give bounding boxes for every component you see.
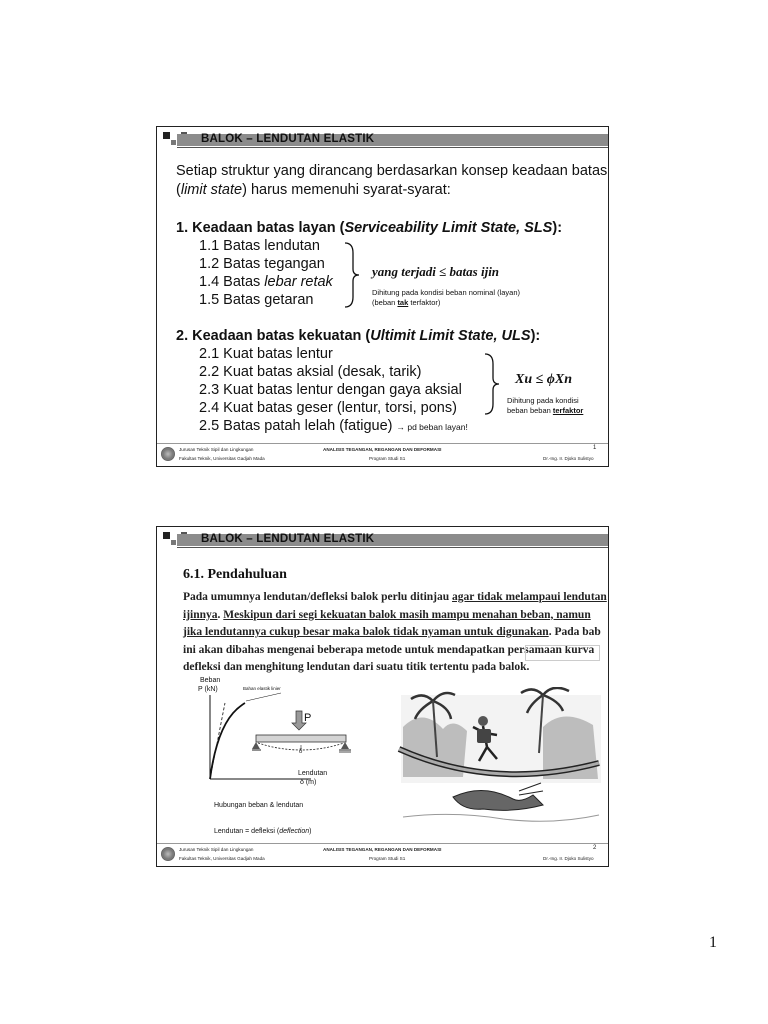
uls-note-line-2: beban beban terfaktor bbox=[507, 406, 584, 415]
header-square-icon bbox=[171, 140, 176, 145]
brace-icon bbox=[483, 352, 503, 416]
footer-course: ANALISIS TEGANGAN, REGANGAN DAN DEFORMASI bbox=[323, 447, 442, 452]
footer-slide-number: 1 bbox=[593, 445, 597, 451]
curve-label-leader bbox=[246, 693, 281, 701]
cartoon-illustration bbox=[393, 687, 605, 827]
deflection-definition: Lendutan = defleksi (deflection) bbox=[214, 828, 312, 835]
uls-item: 2.5 Batas patah lelah (fatigue) → pd beban layan! bbox=[199, 418, 468, 434]
slide-footer bbox=[157, 443, 608, 466]
footer-author: Dr.-Ing. Ir. Djoko Sulistyo bbox=[543, 456, 594, 461]
footer-program: Program Studi S1 bbox=[369, 856, 406, 861]
brace-icon bbox=[343, 241, 363, 309]
graph-caption: Hubungan beban & lendutan bbox=[214, 802, 304, 809]
header-square-icon bbox=[163, 532, 170, 539]
uls-note-line-1: Dihitung pada kondisi bbox=[507, 396, 579, 405]
footer-faculty: Fakultas Teknik, Universitas Gadjah Mada bbox=[179, 856, 265, 861]
footer-course: ANALISIS TEGANGAN, REGANGAN DAN DEFORMASI bbox=[323, 847, 442, 852]
slide-header bbox=[157, 529, 608, 549]
graph-ylabel-line-1: Beban bbox=[200, 677, 221, 684]
header-square-icon bbox=[163, 132, 170, 139]
sls-condition: yang terjadi ≤ batas ijin bbox=[372, 264, 500, 279]
university-emblem-icon bbox=[161, 847, 175, 861]
slide-2 bbox=[156, 526, 609, 867]
load-label: P bbox=[304, 712, 312, 724]
empty-text-box bbox=[525, 645, 600, 661]
delta-label: δ bbox=[299, 749, 303, 755]
beam bbox=[256, 735, 346, 742]
slide-1 bbox=[156, 126, 609, 467]
paragraph-line: defleksi dan menghitung lendutan dari suatu titik tertentu pada balok. bbox=[183, 661, 530, 673]
sls-note-line-1: Dihitung pada kondisi beban nominal (layan) bbox=[372, 288, 521, 297]
footer-dept: Jurusan Teknik Sipil dan Lingkungan bbox=[179, 447, 254, 452]
header-rule bbox=[177, 547, 608, 548]
sls-item: 1.4 Batas lebar retak bbox=[199, 274, 333, 290]
uls-item: 2.4 Kuat batas geser (lentur, torsi, pons) bbox=[199, 400, 457, 416]
uls-item: 2.2 Kuat batas aksial (desak, tarik) bbox=[199, 364, 422, 380]
paragraph-line: ijinnya. Meskipun dari segi kekuatan balok masih mampu menahan beban, namun bbox=[183, 608, 591, 621]
slide-header bbox=[157, 129, 608, 149]
intro-line-2: (limit state) harus memenuhi syarat-syarat: bbox=[176, 182, 451, 198]
header-square-icon bbox=[171, 540, 176, 545]
graph-curve-label: Bahan elastik linier bbox=[243, 686, 281, 691]
intro-paragraph bbox=[183, 589, 607, 677]
sls-note-line-2: (beban tak terfaktor) bbox=[372, 298, 441, 307]
uls-formula: Xu ≤ ϕXn bbox=[515, 372, 573, 387]
intro-line-1: Setiap struktur yang dirancang berdasarkan konsep keadaan batas bbox=[176, 163, 608, 179]
paragraph-line: jika lendutannya cukup besar maka balok tidak nyaman untuk digunakan. Pada bab bbox=[183, 626, 601, 638]
paragraph-line: Pada umumnya lendutan/defleksi balok perlu ditinjau agar tidak melampaui lendutan bbox=[183, 591, 607, 603]
graph-xlabel-line-1: Lendutan bbox=[298, 770, 328, 777]
slide-title: BALOK – LENDUTAN ELASTIK bbox=[201, 133, 375, 145]
header-rule bbox=[177, 147, 608, 148]
sls-item: 1.1 Batas lendutan bbox=[199, 238, 320, 254]
footer-faculty: Fakultas Teknik, Universitas Gadjah Mada bbox=[179, 456, 265, 461]
water-line bbox=[403, 814, 599, 821]
uls-item: 2.1 Kuat batas lentur bbox=[199, 346, 333, 362]
load-deflection-curve bbox=[210, 703, 245, 779]
slide-footer bbox=[157, 843, 608, 866]
uls-item: 2.3 Kuat batas lentur dengan gaya aksial bbox=[199, 382, 462, 398]
university-emblem-icon bbox=[161, 447, 175, 461]
footer-program: Program Studi S1 bbox=[369, 456, 406, 461]
section-title: 6.1. Pendahuluan bbox=[183, 567, 287, 582]
graph-xlabel-line-2: δ (m) bbox=[300, 779, 317, 786]
footer-dept: Jurusan Teknik Sipil dan Lingkungan bbox=[179, 847, 254, 852]
footer-slide-number: 2 bbox=[593, 845, 597, 851]
slide-title: BALOK – LENDUTAN ELASTIK bbox=[201, 533, 375, 545]
man-figure-icon bbox=[478, 716, 488, 726]
page-number: 1 bbox=[709, 934, 717, 951]
footer-author: Dr.-Ing. Ir. Djoko Sulistyo bbox=[543, 856, 594, 861]
uls-heading: 2. Keadaan batas kekuatan (Ultimit Limit State, ULS): bbox=[176, 328, 541, 344]
roller-support-icon bbox=[341, 742, 349, 749]
graph-ylabel-line-2: P (kN) bbox=[198, 686, 218, 693]
sls-item: 1.2 Batas tegangan bbox=[199, 256, 325, 272]
paragraph-line: ini akan dibahas mengenai beberapa metode untuk mendapatkan persamaan kurva bbox=[183, 643, 595, 656]
sls-heading: 1. Keadaan batas layan (Serviceability Limit State, SLS): bbox=[176, 220, 563, 236]
sls-item: 1.5 Batas getaran bbox=[199, 292, 314, 308]
